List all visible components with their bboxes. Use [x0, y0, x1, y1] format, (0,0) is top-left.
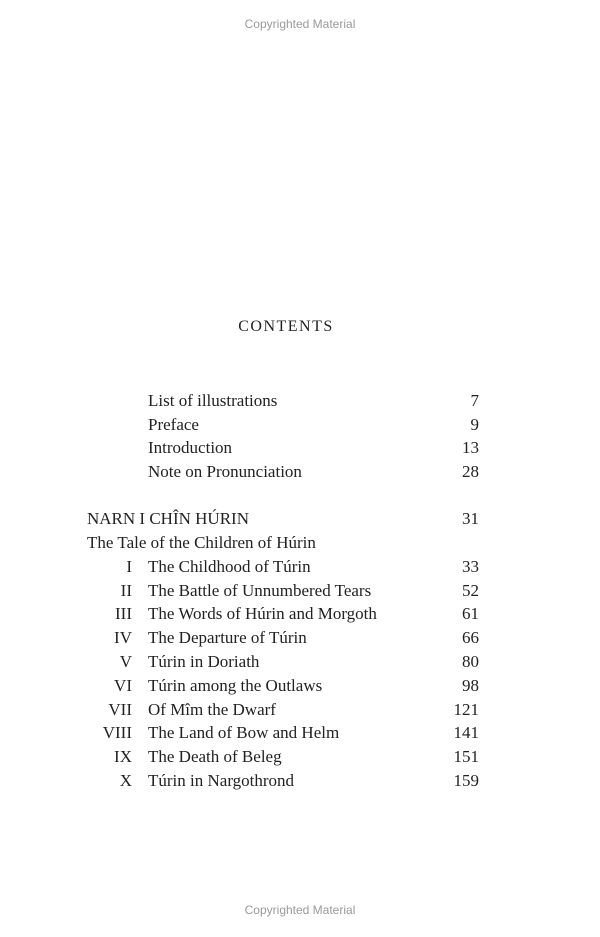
toc-chapter-i[interactable]	[0, 555, 600, 579]
chapter-page: 33	[462, 557, 479, 576]
chapter-title: The Land of Bow and Helm	[148, 723, 340, 742]
toc-subtitle-text: The Tale of the Children of Húrin	[87, 533, 316, 552]
chapter-number: IV	[114, 628, 132, 647]
toc-entry-list-of-illustrations[interactable]	[0, 389, 600, 413]
toc-part-title: NARN I CHÎN HÚRIN	[87, 509, 249, 528]
toc-chapter-viii[interactable]	[0, 721, 600, 745]
watermark-top: Copyrighted Material	[244, 17, 356, 31]
chapter-title: Of Mîm the Dwarf	[148, 700, 276, 719]
toc-part-page: 31	[462, 509, 479, 528]
chapter-number: VIII	[102, 723, 132, 742]
chapter-title: Túrin in Doriath	[148, 652, 260, 671]
chapter-title: The Departure of Túrin	[148, 628, 307, 647]
toc-chapter-x[interactable]	[0, 769, 600, 793]
toc-entry-introduction[interactable]	[0, 436, 600, 460]
toc-chapter-iii[interactable]	[0, 602, 600, 626]
chapter-page: 121	[453, 700, 479, 719]
chapter-title: Túrin in Nargothrond	[148, 771, 295, 790]
toc-entry-page: 9	[470, 415, 479, 434]
chapter-number: VII	[108, 700, 132, 719]
toc-entry-preface[interactable]	[0, 413, 600, 437]
chapter-title: Túrin among the Outlaws	[148, 676, 323, 695]
chapter-page: 66	[462, 628, 479, 647]
toc-part-heading[interactable]	[0, 507, 600, 531]
chapter-title: The Childhood of Túrin	[148, 557, 311, 576]
chapter-page: 159	[453, 771, 479, 790]
toc-entry-title: Note on Pronunciation	[148, 462, 302, 481]
toc-chapter-ii[interactable]	[0, 579, 600, 603]
toc-entry-note-on-pronunciation[interactable]	[0, 460, 600, 484]
toc-chapter-vi[interactable]	[0, 674, 600, 698]
chapter-title: The Death of Beleg	[148, 747, 282, 766]
chapter-number: VI	[114, 676, 132, 695]
chapter-page: 98	[462, 676, 479, 695]
watermark-bottom: Copyrighted Material	[244, 903, 356, 917]
chapter-title: The Words of Húrin and Morgoth	[148, 604, 377, 623]
chapter-page: 52	[462, 581, 479, 600]
toc-chapter-vii[interactable]	[0, 698, 600, 722]
toc-entry-title: List of illustrations	[148, 391, 278, 410]
toc-chapter-ix[interactable]	[0, 745, 600, 769]
chapter-page: 151	[453, 747, 479, 766]
chapter-number: X	[119, 771, 132, 790]
toc-entry-page: 13	[462, 438, 479, 457]
toc-entry-title: Preface	[148, 415, 199, 434]
toc-chapter-v[interactable]	[0, 650, 600, 674]
chapter-number: I	[126, 557, 132, 576]
chapter-number: II	[120, 581, 132, 600]
chapter-page: 80	[462, 652, 479, 671]
toc-entry-title: Introduction	[148, 438, 233, 457]
chapter-number: III	[115, 604, 132, 623]
toc-entry-page: 7	[470, 391, 479, 410]
chapter-page: 61	[462, 604, 479, 623]
toc-entry-page: 28	[462, 462, 479, 481]
toc-chapter-iv[interactable]	[0, 626, 600, 650]
chapter-number: V	[119, 652, 132, 671]
chapter-number: IX	[114, 747, 132, 766]
toc-part-subtitle	[0, 531, 600, 555]
chapter-title: The Battle of Unnumbered Tears	[148, 581, 372, 600]
contents-heading: CONTENTS	[238, 318, 334, 335]
chapter-page: 141	[453, 723, 479, 742]
